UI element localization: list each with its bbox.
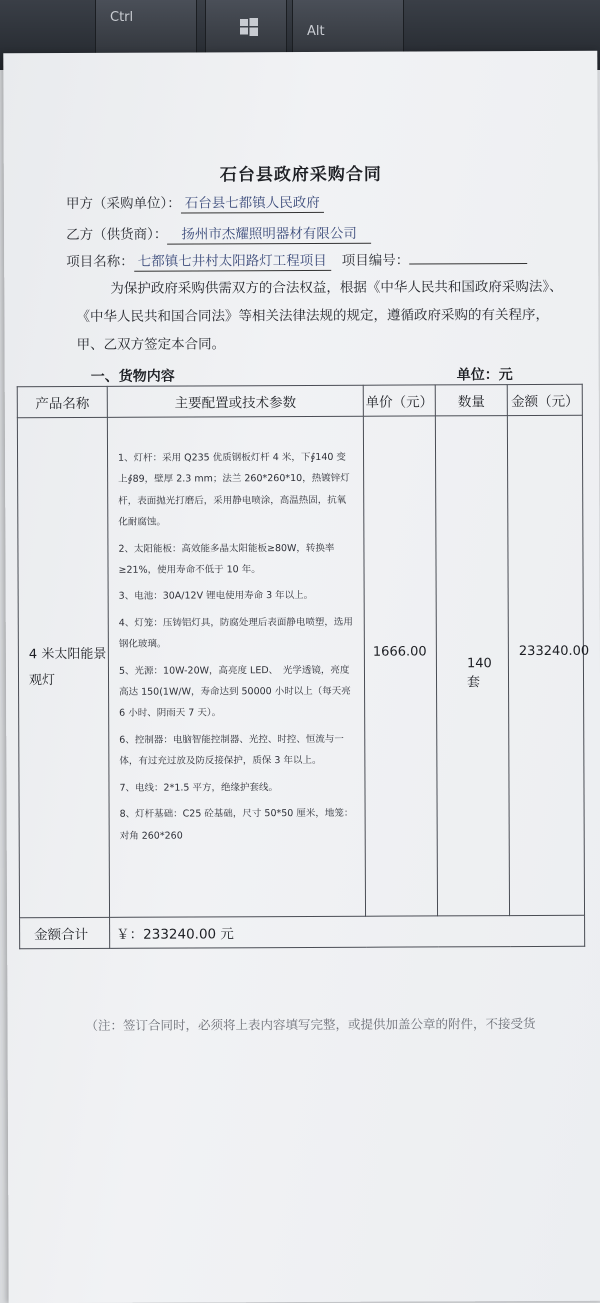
unit-label: 单位：元	[456, 367, 513, 384]
project-no-value	[409, 262, 527, 265]
spec-item: 8、灯杆基础：C25 砼基础，尺寸 50*50 厘米，地笼：对角 260*260	[119, 807, 354, 842]
spec-item: 1、灯杆：采用 Q235 优质钢板灯杆 4 米，下∮140 变上∮89，壁厚 2.3 mm；法兰 260*260*10，热镀锌灯杆，表面抛光打磨后，采用静电喷涂，高温热固，抗氧化耐腐蚀。	[118, 451, 350, 529]
amount-cell: 233240.00	[507, 415, 584, 915]
windows-logo-icon	[240, 18, 258, 36]
section-goods-heading: 一、货物内容	[90, 368, 175, 385]
header-amount: 金额（元）	[507, 384, 582, 415]
party-b	[66, 222, 371, 243]
specs-cell	[107, 416, 365, 917]
project-name-label: 项目名称：	[66, 253, 134, 271]
contract-page	[3, 51, 600, 1303]
header-quantity: 数量	[435, 385, 507, 416]
party-a-value: 石台县七都镇人民政府	[181, 195, 324, 214]
party-a-label: 甲方（采购单位）：	[65, 195, 181, 213]
project-name-value: 七都镇七井村太阳路灯工程项目	[134, 253, 331, 272]
spec-item: 3、电池：30A/12V 锂电使用寿命 3 年以上。	[118, 590, 314, 603]
header-product: 产品名称	[17, 386, 107, 417]
project-line	[66, 248, 527, 270]
goods-table	[17, 384, 590, 949]
spec-item: 4、灯笼：压铸铝灯具，防腐处理后表面静电喷塑，选用钢化玻璃。	[118, 616, 353, 651]
total-label-cell: 金额合计	[20, 917, 110, 948]
total-row	[20, 915, 585, 948]
preamble-paragraph: 为保护政府采购供需双方的合法权益，根据《中华人民共和国政府采购法》、《中华人民共和国合同法》等相关法律法规的规定，遵循政府采购的有关程序，甲、乙双方签定本合同。	[76, 278, 563, 353]
alt-key-label: Alt	[307, 24, 325, 39]
unit-price-cell: 1666.00	[363, 416, 437, 916]
ctrl-key-label: Ctrl	[110, 10, 134, 25]
party-b-value: 扬州市杰耀照明器材有限公司	[167, 226, 371, 245]
spec-item: 7、电线：2*1.5 平方，绝缘护套线。	[119, 781, 278, 794]
product-name-cell: 4 米太阳能景观灯	[17, 417, 109, 917]
spec-item: 5、光源：10W-20W，高亮度 LED、 光学透镜，亮度高达 150(1W/W，寿命达到 50000 小时以上（每天亮 6 小时、阴雨天 7 天）。	[118, 664, 351, 720]
total-value-cell: ￥：233240.00 元	[110, 915, 585, 948]
table-row	[17, 415, 584, 917]
project-no-label: 项目编号：	[341, 252, 410, 269]
party-a	[66, 191, 324, 212]
quantity-cell: 140 套	[435, 416, 509, 916]
contract-title: 石台县政府采购合同	[219, 164, 382, 186]
party-b-label: 乙方（供货商）：	[66, 226, 168, 244]
signing-note: （注：签订合同时，必须将上表内容填写完整，或提供加盖公章的附件，不接受货	[85, 1015, 536, 1033]
table-header-row	[17, 384, 582, 417]
spec-item: 6、控制器：电脑智能控制器、光控、时控、恒流与一体，有过充过放及防反接保护，质保 3 年以上。	[119, 733, 344, 768]
spec-item: 2、太阳能板：高效能多晶太阳能板≥80W，转换率≥21%，使用寿命不低于 10 年。	[118, 542, 335, 576]
header-unit-price: 单价（元）	[363, 385, 435, 416]
header-specs: 主要配置或技术参数	[107, 385, 363, 417]
